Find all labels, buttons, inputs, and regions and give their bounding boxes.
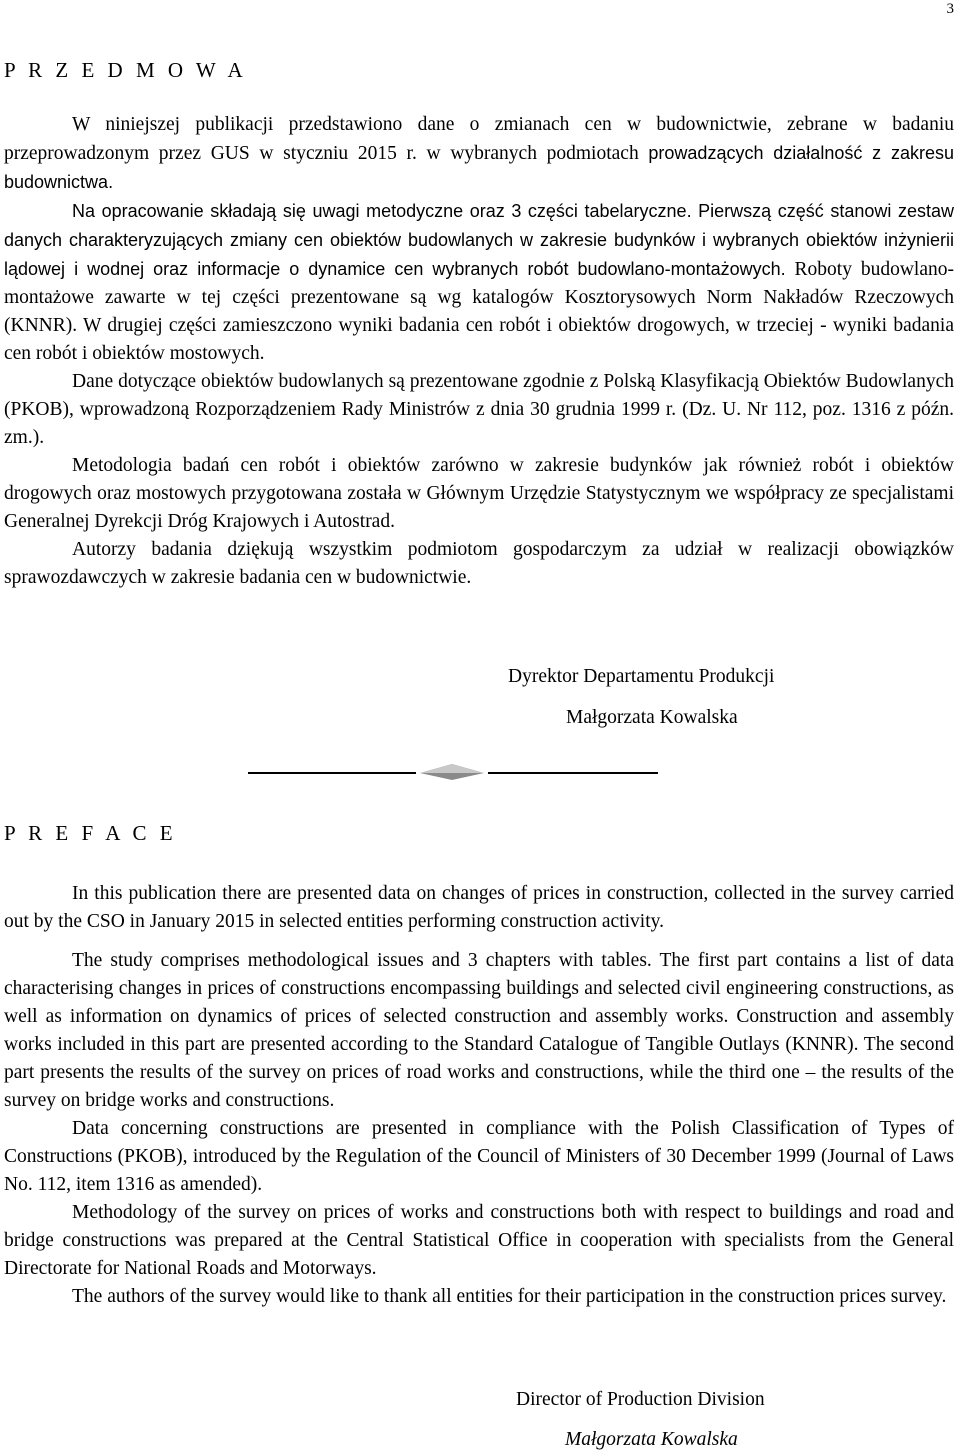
english-signature-name: Małgorzata Kowalska (565, 1429, 738, 1450)
polish-paragraph-3: Dane dotyczące obiektów budowlanych są prezentowane zgodnie z Polską Klasyfikacją Obiektów Budowlanych (PKOB), wprowadzoną Rozporządzeniem Rady Ministrów z dnia 30 grudnia 1999 r. (Dz. U. Nr 112, poz. 1316 z późn. zm.). (4, 371, 954, 448)
polish-paragraph-2 (4, 197, 954, 368)
polish-paragraph-5: Autorzy badania dziękują wszystkim podmiotom gospodarczym za udział w realizacji obowiązków sprawozdawczych w zakresie badania cen w budownictwie. (4, 539, 954, 588)
english-paragraph-5: The authors of the survey would like to thank all entities for their participation in the construction prices survey. (72, 1286, 947, 1307)
polish-paragraph-1 (4, 111, 954, 197)
english-signature-title: Director of Production Division (516, 1389, 765, 1410)
english-paragraph-1: In this publication there are presented data on changes of prices in construction, collected in the survey carried out by the CSO in January 2015 in selected entities performing construction activity. (4, 883, 954, 932)
polish-p1-part1: W niniejszej publikacji przedstawiono dane o zmianach cen w budownictwie, zebrane w badaniu przeprowadzonym przez GUS w styczniu 2015 r. w wybranych podmiotach (4, 114, 954, 164)
english-paragraph-4: Methodology of the survey on prices of works and constructions both with respect to buildings and road and bridge constructions was prepared at the Central Statistical Office in cooperation with specialists from the General Directorate for National Roads and Motorways. (4, 1202, 954, 1279)
polish-signature-title: Dyrektor Departamentu Produkcji (508, 666, 775, 687)
ornament-divider-icon (248, 760, 660, 782)
polish-p2-part1: Na opracowanie składają się uwagi metodyczne oraz 3 części tabelaryczne. Pierwszą część stanowi zestaw danych charakteryzujących zmiany cen obiektów budowlanych w zakresie budynków i wybranych obiektów inżynierii lądowej i wodnej oraz informacje o dynamice cen wybranych robót budowlano-montażowych. (4, 201, 954, 279)
english-paragraph-3: Data concerning constructions are presented in compliance with the Polish Classification of Types of Constructions (PKOB), introduced by the Regulation of the Council of Ministers of 30 December 1999 (Journal of Laws No. 112, item 1316 as amended). (4, 1118, 954, 1195)
polish-p2-part2: Roboty budowlano-montażowe zawarte w tej części prezentowane są wg katalogów Kosztorysowych Norm Nakładów Rzeczowych (KNNR). W drugiej części zamieszczono wyniki badania cen robót i obiektów drogowych, w trzeciej - wyniki badania cen robót i obiektów mostowych. (4, 259, 954, 364)
page-number: 3 (946, 1, 954, 17)
polish-p1-part2: prowadzących działalność z zakresu budownictwa. (4, 143, 954, 192)
english-paragraph-2: The study comprises methodological issues and 3 chapters with tables. The first part contains a list of data characterising changes in prices of constructions encompassing buildings and selected civil engineering constructions, as well as information on dynamics of prices of selected construction and assembly works. Construction and assembly works included in this part are presented according to the Standard Catalogue of Tangible Outlays (KNNR). The second part presents the results of the survey on prices of road works and constructions, while the third one – the results of the survey on bridge works and constructions. (4, 950, 954, 1111)
polish-signature-name: Małgorzata Kowalska (566, 707, 738, 728)
polish-heading: P R Z E D M O W A (4, 58, 247, 82)
polish-preface-section (4, 57, 954, 592)
polish-paragraph-4: Metodologia badań cen robót i obiektów zarówno w zakresie budynków jak również robót i obiektów drogowych oraz mostowych przygotowana została w Głównym Urzędzie Statystycznym we współpracy ze specjalistami Generalnej Dyrekcji Dróg Krajowych i Autostrad. (4, 455, 954, 532)
english-heading: P R E F A C E (4, 821, 177, 845)
english-preface-section (4, 820, 954, 1311)
